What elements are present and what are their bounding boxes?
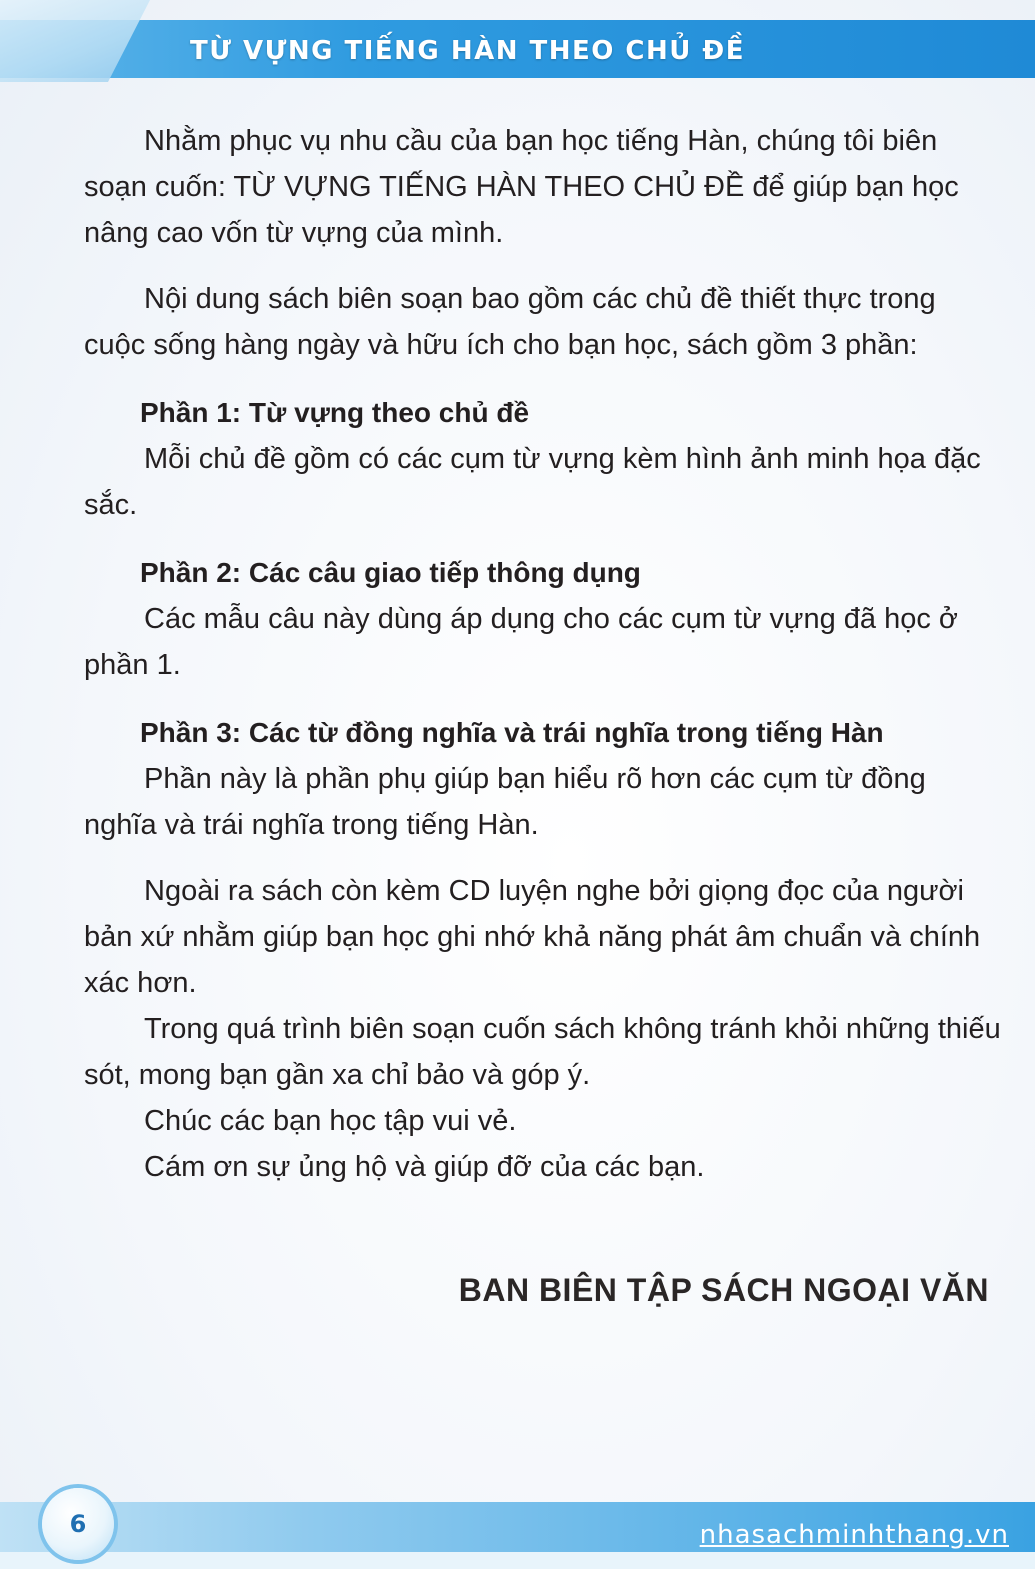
footer-edge: [0, 1552, 1035, 1569]
overview-paragraph: Nội dung sách biên soạn bao gồm các chủ đề thiết thực trong cuộc sống hàng ngày và hữu ích cho bạn học, sách gồm 3 phần:: [84, 283, 936, 361]
intro-paragraph: Nhằm phục vụ nhu cầu của bạn học tiếng Hàn, chúng tôi biên soạn cuốn: TỪ VỰNG TIẾNG HÀN THEO CHỦ ĐỀ để giúp bạn học nâng cao vốn từ vựng của mình.: [84, 125, 959, 249]
section-3-title: Phần 3: Các từ đồng nghĩa và trái nghĩa trong tiếng Hàn: [140, 717, 884, 748]
cd-note-paragraph: Ngoài ra sách còn kèm CD luyện nghe bởi giọng đọc của người bản xứ nhằm giúp bạn học ghi nhớ khả năng phát âm chuẩn và chính xác hơn.: [84, 875, 981, 999]
thanks-paragraph: Cám ơn sự ủng hộ và giúp đỡ của các bạn.: [144, 1151, 705, 1183]
section-3-text: Phần này là phần phụ giúp bạn hiểu rõ hơn các cụm từ đồng nghĩa và trái nghĩa trong tiếng Hàn.: [84, 763, 926, 841]
page-number-badge: [42, 1488, 114, 1560]
page-content: [84, 118, 1002, 1190]
section-1-title: Phần 1: Từ vựng theo chủ đề: [140, 397, 530, 428]
wish-paragraph: Chúc các bạn học tập vui vẻ.: [144, 1105, 517, 1137]
page-number: 6: [69, 1510, 87, 1538]
section-2-text: Các mẫu câu này dùng áp dụng cho các cụm từ vựng đã học ở phần 1.: [84, 603, 958, 681]
apology-paragraph: Trong quá trình biên soạn cuốn sách không tránh khỏi những thiếu sót, mong bạn gần xa chỉ bảo và góp ý.: [84, 1013, 1001, 1091]
running-header-title: TỪ VỰNG TIẾNG HÀN THEO CHỦ ĐỀ: [190, 36, 745, 66]
section-1-text: Mỗi chủ đề gồm có các cụm từ vựng kèm hình ảnh minh họa đặc sắc.: [84, 443, 981, 521]
section-2-title: Phần 2: Các câu giao tiếp thông dụng: [140, 557, 641, 588]
publisher-website-link[interactable]: nhasachminhthang.vn: [699, 1520, 1009, 1550]
editorial-signature: BAN BIÊN TẬP SÁCH NGOẠI VĂN: [458, 1272, 989, 1308]
